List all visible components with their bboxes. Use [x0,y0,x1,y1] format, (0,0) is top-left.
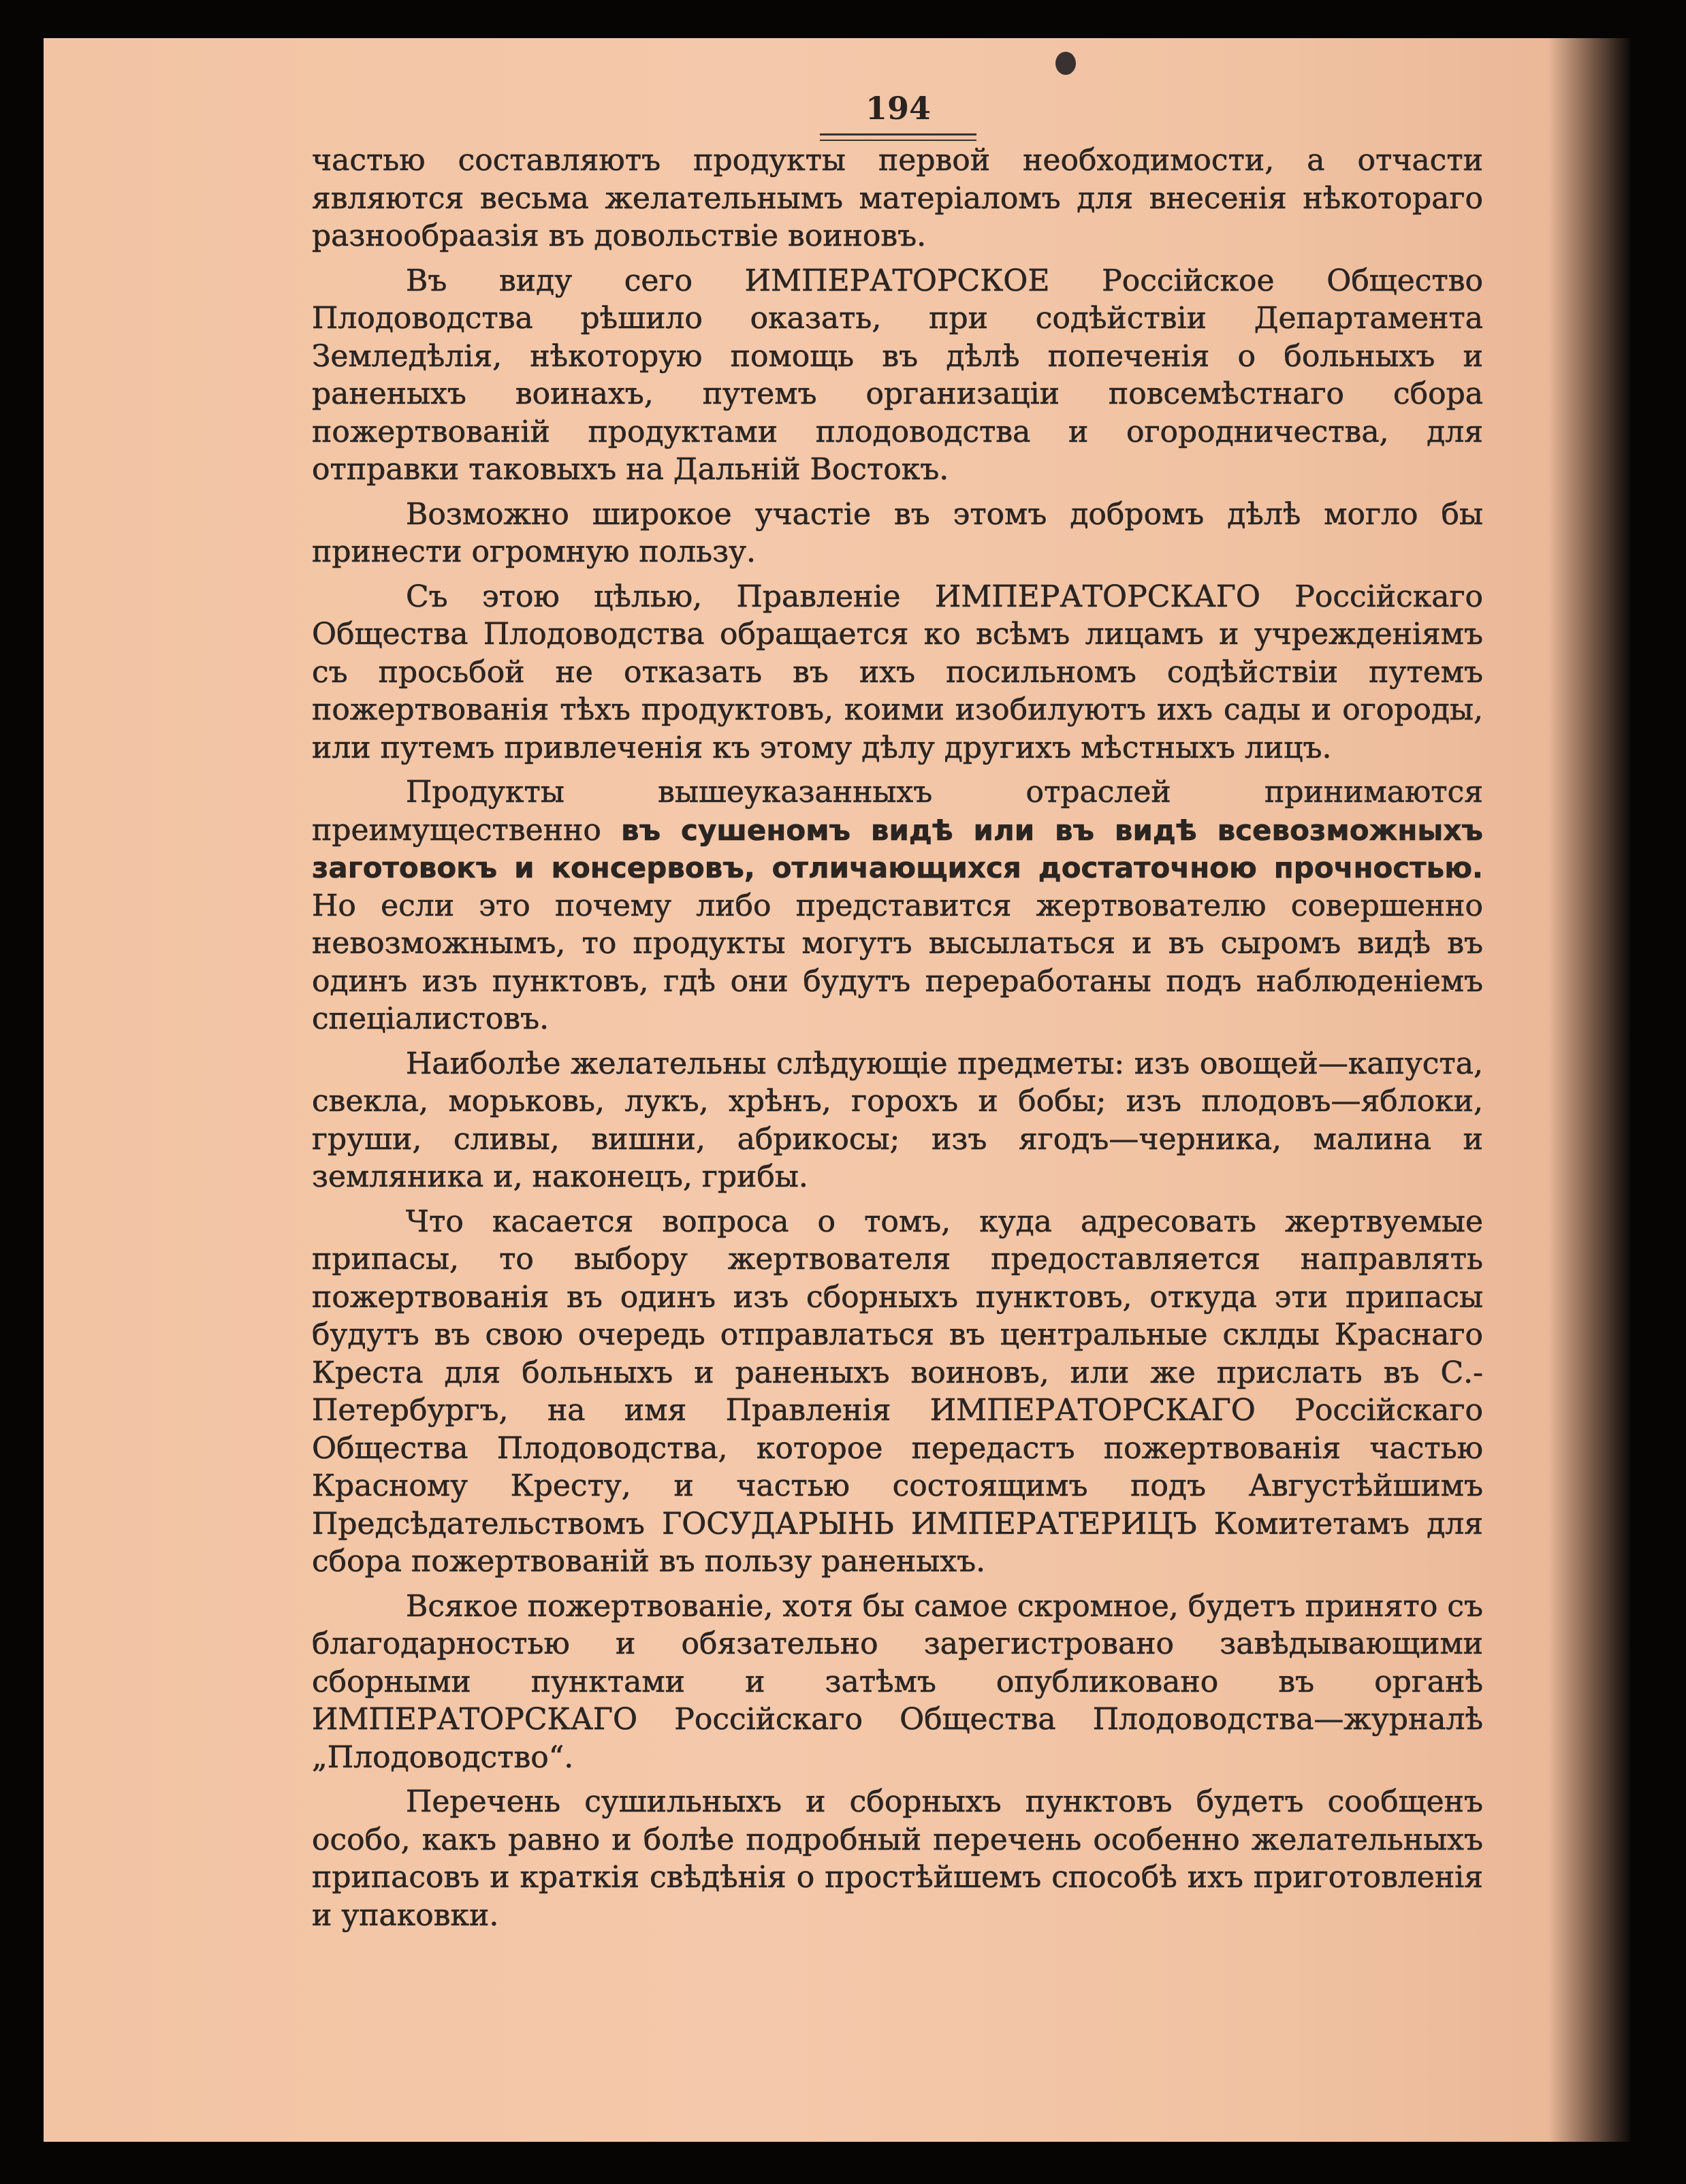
paragraph-9: Перечень сушильныхъ и сборныхъ пунктовъ будетъ сообщенъ особо, какъ равно и болѣе подробный перечень особенно желательныхъ припасовъ и краткія свѣдѣнія о простѣйшемъ способѣ ихъ приготовленія и упаковки. [312,1784,1483,1933]
paragraph-1: частью составляютъ продукты первой необходимости, а отчасти являются весьма желательнымъ матеріаломъ для внесенія нѣкотораго разнообраазія въ довольствіе воиновъ. [312,143,1483,253]
paragraph-5-start: Продукты вышеуказанныхъ отраслей принимаются преимущественно [312,775,1483,848]
paragraph-6: Наиболѣе желательны слѣдующіе предметы: изъ овощей—капуста, свекла, морьковь, лукъ, хрѣнъ, горохъ и бобы; изъ плодовъ—яблоки, груши, сливы, вишни, абрикосы; изъ ягодъ—черника, малина и земляника и, наконецъ, грибы. [312,1046,1483,1194]
page-number: 194 [865,90,932,127]
header-rule-thin [820,140,976,141]
paragraph-5-end: Но если это почему либо представится жертвователю совершенно невозможнымъ, то продукты могутъ высылаться и въ сыромъ видѣ въ одинъ изъ пунктовъ, гдѣ они будутъ переработаны подъ наблюденіемъ спеціалистовъ. [312,888,1483,1036]
paragraph-5-emphasis: въ сушеномъ видѣ или въ видѣ всевозможныхъ заготовокъ и консервовъ, отличающихся достаточною прочностью. [312,813,1483,884]
paragraph-4: Съ этою цѣлью, Правленіе ИМПЕРАТОРСКАГО Россійскаго Общества Плодоводства обращается ко всѣмъ лицамъ и учрежденіямъ съ просьбой не отказать въ ихъ посильномъ содѣйствіи путемъ пожертвованія тѣхъ продуктовъ, коими изобилуютъ ихъ сады и огороды, или путемъ привлеченія къ этому дѣлу другихъ мѣстныхъ лицъ. [312,579,1483,765]
paragraph-3: Возможно широкое участіе въ этомъ добромъ дѣлѣ могло бы принести огромную пользу. [312,496,1483,569]
header-rule [820,133,976,135]
paragraph-8: Всякое пожертвованіе, хотя бы самое скромное, будетъ принято съ благодарностью и обязательно зарегистровано завѣдывающими сборными пунктами и затѣмъ опубликовано въ органѣ ИМПЕРАТОРСКАГО Россійскаго Общества Плодоводства—журналѣ „Плодоводство“. [312,1588,1483,1775]
page-header [820,90,976,141]
paragraph-2: Въ виду сего ИМПЕРАТОРСКОЕ Россійское Общество Плодоводства рѣшило оказать, при содѣйствіи Департамента Земледѣлія, нѣкоторую помощь въ дѣлѣ попеченія о больныхъ и раненыхъ воинахъ, путемъ организаціи повсемѣстнаго сбора пожертвованій продуктами плодоводства и огородничества, для отправки таковыхъ на Дальній Востокъ. [312,263,1483,487]
book-spine-shadow [1548,38,1630,2142]
body-text [312,142,1483,1941]
paragraph-5 [312,773,1483,1038]
ink-blot [1055,52,1076,75]
paragraph-7: Что касается вопроса о томъ, куда адресовать жертвуемые припасы, то выбору жертвователя предоставляется направлять пожертвованія въ одинъ изъ сборныхъ пунктовъ, откуда эти припасы будутъ въ свою очередь отправлаться въ центральные склды Краснаго Креста для больныхъ и раненыхъ воиновъ, или же прислать въ С.-Петербургъ, на имя Правленія ИМПЕРАТОРСКАГО Россійскаго Общества Плодоводства, которое передастъ пожертвованія частью Красному Кресту, и частью состоящимъ подъ Августѣйшимъ Предсѣдательствомъ ГОСУДАРЫНЬ ИМПЕРАТЕРИЦЪ Комитетамъ для сбора пожертвованій въ пользу раненыхъ. [312,1204,1483,1579]
